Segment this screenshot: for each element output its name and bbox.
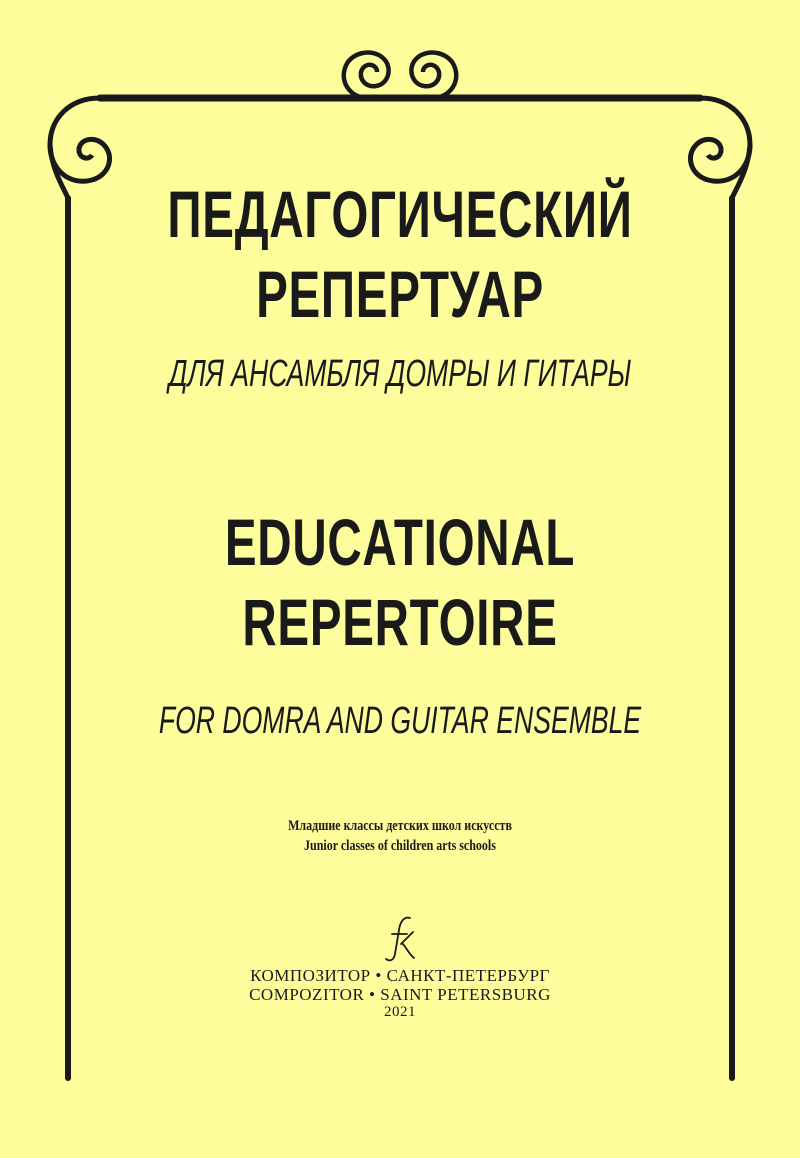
spiral-ornament-right-icon [690, 98, 750, 198]
subtitle-en: FOR DOMRA AND GUITAR ENSEMBLE [158, 700, 642, 742]
title-en-line-1: EDUCATIONAL [224, 505, 576, 579]
spiral-ornament-left-icon [50, 98, 110, 198]
publisher-en: COMPOZITOR • SAINT PETERSBURG [249, 985, 551, 1004]
spiral-ornament-top-left-icon [344, 53, 389, 99]
spiral-ornament-top-right-icon [411, 53, 456, 99]
title-en-line-2: REPERTOIRE [242, 585, 558, 659]
subtitle-ru: ДЛЯ АНСАМБЛЯ ДОМРЫ И ГИТАРЫ [168, 353, 632, 395]
compozitor-fk-logo-icon [380, 914, 420, 964]
publisher-ru: КОМПОЗИТОР • САНКТ-ПЕТЕРБУРГ [250, 966, 550, 985]
title-ru-line-2: РЕПЕРТУАР [256, 257, 544, 331]
audience-ru: Младшие классы детских школ искусств [288, 818, 512, 834]
audience-en: Junior classes of children arts schools [304, 838, 496, 854]
title-ru-line-1: ПЕДАГОГИЧЕСКИЙ [167, 177, 633, 251]
publication-year: 2021 [384, 1004, 416, 1020]
